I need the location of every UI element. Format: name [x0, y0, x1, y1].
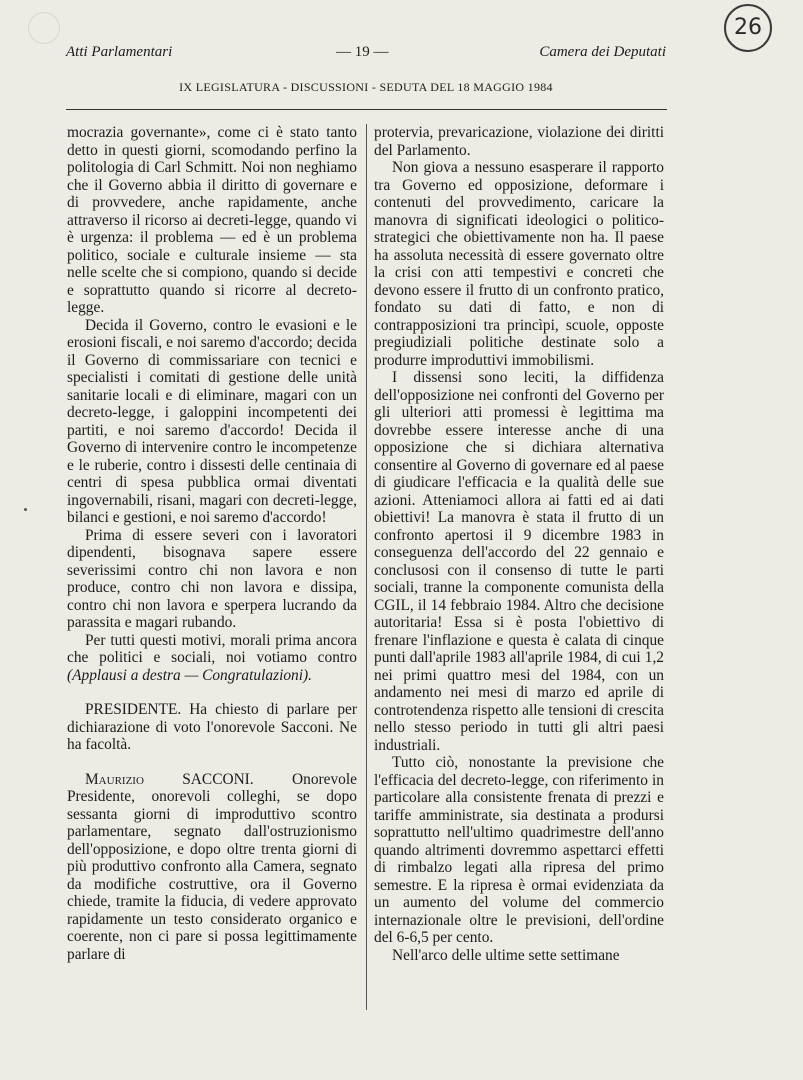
paragraph: Tutto ciò, nonostante la previsione che l'efficacia del decreto-legge, con riferimento in particolare alla consistente frenata di prezzi e tariffe amministrate, sia destinata a prodursi soprattutto nell'ultimo quadrimestre dell'anno quando altrimenti dovremmo aspettarci effetti di rimbalzo legati alla ripresa del primo semestre. E la ripresa è ormai evidenziata da un aumento del volume del commercio internazionale oltre le previsioni, dell'ordine del 6-6,5 per cento.: [374, 754, 664, 946]
paragraph: [67, 632, 357, 685]
stage-direction: (Applausi a destra — Congratulazioni).: [67, 666, 312, 684]
paragraph: Non giova a nessuno esasperare il rapporto tra Governo ed opposizione, deformare i contenuti del provvedimento, caricare la manovra di significati ideologici o politico-strategici che obiettivamente non ha. Il paese ha assoluta necessità di essere governato oltre la crisi con atti tempestivi e concreti che devono essere il frutto di un confronto pratico, fondato su dati di fatto, e non di contrapposizioni tra princìpi, scuole, opposte pregiudiziali politiche destinate solo a produrre improduttivi immobilismi.: [374, 159, 664, 369]
paragraph: Prima di essere severi con i lavoratori dipendenti, bisognava sapere essere severissimi contro chi non lavora e non produce, contro chi non lavora e dissipa, contro chi non lavora e sperpera lucrando da parassita e magari rubando.: [67, 526, 357, 631]
faint-stamp-mark: [28, 12, 60, 44]
header-left: Atti Parlamentari: [66, 44, 173, 60]
page-stamp: 26: [724, 4, 772, 52]
page-number: — 19 —: [336, 44, 389, 60]
header-right: Camera dei Deputati: [539, 44, 666, 60]
paragraph: [67, 701, 357, 754]
paragraph: Nell'arco delle ultime sette settimane: [392, 946, 620, 964]
paragraph: mocrazia governante», come ci è stato tanto detto in questi giorni, scomodando perfino la politologia di Carl Schmitt. Noi non neghiamo che il Governo abbia il diritto di governare e di provvedere, anche rapidamente, anche attraverso il ricorso ai decreti-legge, quando vi è urgenza: il problema — ed è un problema politico, sociale e culturale insieme — sta nelle scelte che si compiono, quando si decide e soprattutto quando si ricorre al decreto-legge.: [67, 124, 357, 316]
header-rule: [66, 109, 667, 110]
column-divider: [366, 124, 367, 1010]
paragraph: Decida il Governo, contro le evasioni e le erosioni fiscali, e noi saremo d'accordo; decida il Governo di commissariare con tecnici e specialisti i comitati di gestione delle unità sanitarie locali e di eliminare, magari con un decreto-legge, i galoppini incompetenti dei partiti, e noi saremo d'accordo! Decida il Governo di intervenire contro le incompetenze e le ruberie, contro i dissesti delle centinaia di centri di spesa pubblica ormai diventati ingovernabili, risani, magari con decreti-legge, bilanci e gestioni, e noi saremo d'accordo!: [67, 316, 357, 526]
paragraph-text: Onorevole Presidente, onorevoli colleghi, se dopo sessanta giorni di improduttivo scontro parlamentare, segnato dall'ostruzionismo dell'opposizione, e dopo oltre trenta giorni di più produttivo confronto alla Camera, segnato da modifiche costruttive, ora il Governo chiede, tramite la fiducia, di vedere approvato rapidamente un testo considerato organico e coerente, non ci pare si possa legittimamente parlare di: [67, 770, 357, 963]
paragraph: I dissensi sono leciti, la diffidenza dell'opposizione nei confronti del Governo per gli ulteriori atti promessi è legittima ma dovrebbe essere interesse anche di una opposizione che si dichiara alternativa consentire al Governo di governare ed al paese di giudicare l'efficacia e la qualità delle sue azioni. Atteniamoci allora ai fatti ed ai dati obiettivi! La manovra è stata il frutto di un confronto apertosi il 9 dicembre 1983 in conseguenza dell'accordo del 22 gennaio e conclusosi con il consenso di tutte le parti sociali, tranne la componente comunista della CGIL, il 14 febbraio 1984. Altro che decisione autoritaria! Essa si è posta l'obiettivo di frenare l'inflazione e questa è calata di cinque punti dall'aprile 1983 all'aprile 1984, di cui 1,2 nei primi quattro mesi del 1984, con un andamento nei mesi di marzo ed aprile di controtendenza rispetto alle tensioni di crescita nello stesso periodo in tutti gli altri paesi industriali.: [374, 369, 664, 754]
paragraph-text: Ha chiesto di parlare per dichiarazione di voto l'onorevole Sacconi. Ne ha facoltà.: [67, 701, 357, 753]
paragraph: [67, 771, 357, 964]
speaker-first-name: Maurizio: [85, 770, 144, 788]
left-column: [67, 124, 357, 963]
speaker-name: PRESIDENTE.: [85, 701, 182, 718]
paragraph: protervia, prevaricazione, violazione dei diritti del Parlamento.: [374, 124, 664, 159]
paragraph-text: Per tutti questi motivi, morali prima ancora che politici e sociali, noi votiamo contro: [67, 631, 357, 666]
session-subtitle: IX LEGISLATURA - DISCUSSIONI - SEDUTA DEL 18 MAGGIO 1984: [179, 80, 553, 94]
right-column: [374, 124, 664, 964]
speaker-surname: SACCONI.: [182, 770, 254, 788]
margin-mark: [24, 508, 27, 511]
